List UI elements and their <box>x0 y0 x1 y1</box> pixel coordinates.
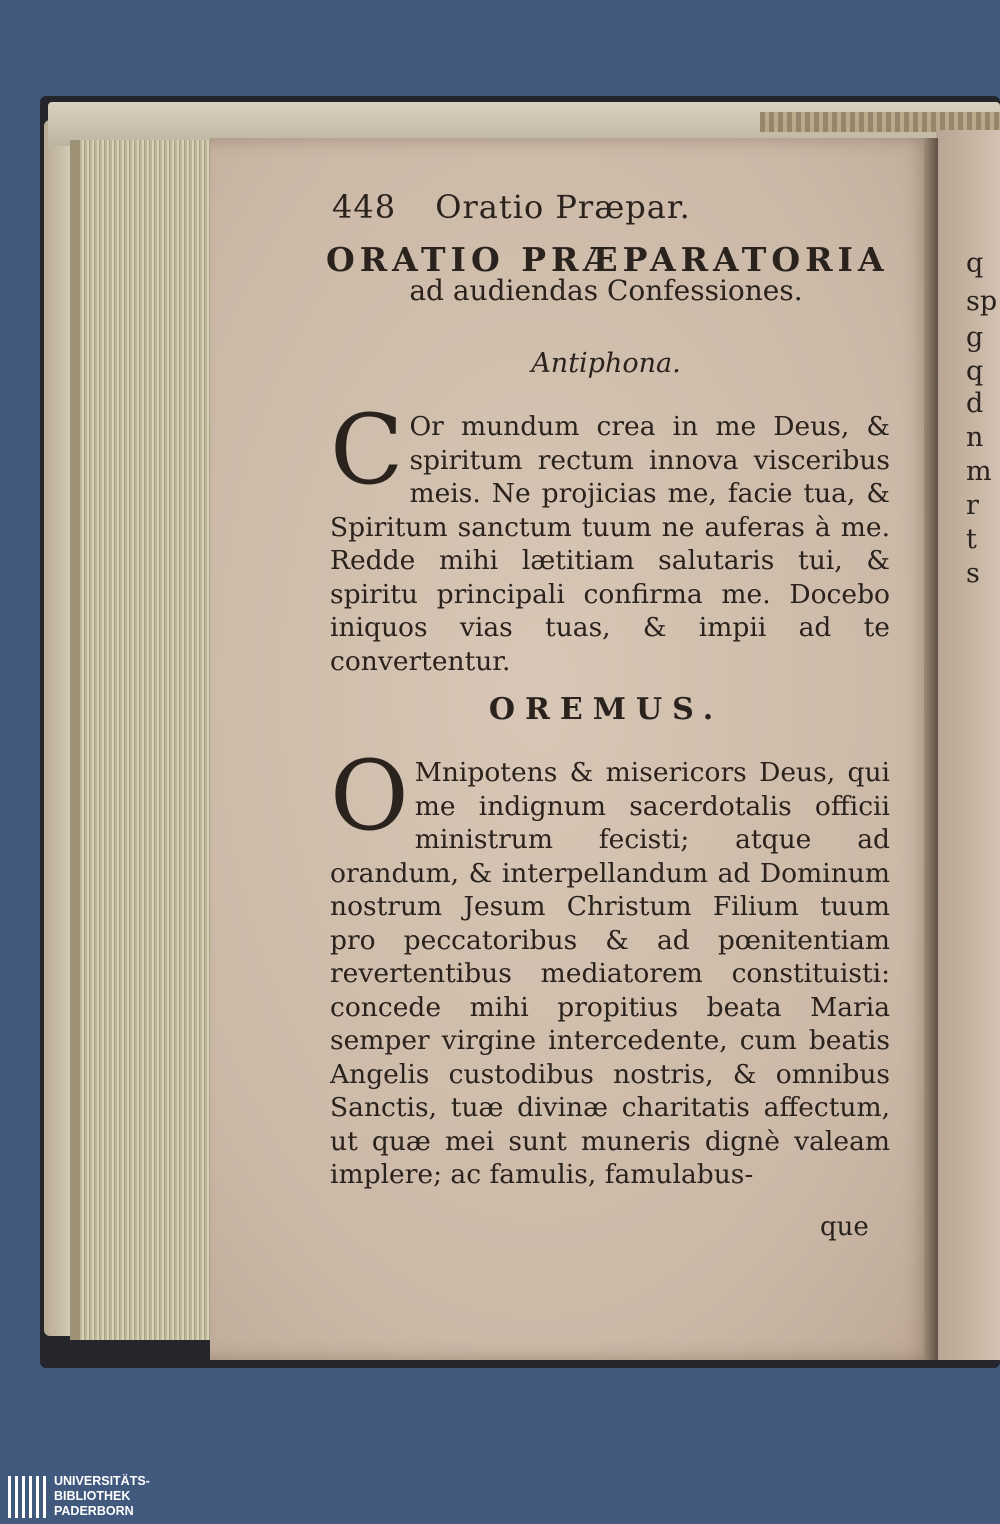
facing-fragment: t <box>966 524 977 555</box>
logo-line: PADERBORN <box>54 1504 134 1518</box>
prayer-dropcap: O <box>330 740 409 852</box>
prayer-paragraph <box>330 740 890 1192</box>
facing-fragment: s <box>966 558 980 589</box>
logo-line: BIBLIOTHEK <box>54 1489 131 1503</box>
prayer-subtitle: ad audiendas Confessiones. <box>409 274 803 307</box>
logo-line: UNIVERSITÄTS- <box>54 1474 150 1488</box>
facing-fragment: q <box>966 248 984 279</box>
footer-bar <box>0 1472 1000 1524</box>
running-head <box>332 188 772 226</box>
antiphon-paragraph <box>330 394 890 678</box>
antiphon-text: Or mundum crea in me Deus, & spiritum rectum innova visceribus meis. Ne projicias me, facie tua, & Spiritum sanctum tuum ne auferas à me. Redde mihi lætitiam salutaris tui, & spiritu principali confirma me. Docebo iniquos vias tuas, & impii ad te convertentur. <box>330 411 890 677</box>
facing-fragment: d <box>966 388 984 419</box>
antiphon-dropcap: C <box>330 394 404 506</box>
facing-fragment: g <box>966 322 984 353</box>
library-logo-text <box>54 1474 150 1519</box>
prayer-text: Mnipotens & misericors Deus, qui me indignum sacerdotalis officii ministrum fecisti; atque ad orandum, & interpellandum ad Dominum nostrum Jesum Christum Filium tuum pro peccatoribus & ad pœnitentiam revertentibus mediatorem constituisti: concede mihi propitius beata Maria semper virgine intercedente, cum beatis Angelis custodibus nostris, & omnibus Sanctis, tuæ divinæ charitatis affectum, ut quæ mei sunt muneris dignè valeam implere; ac famulis, famulabus- <box>330 757 890 1190</box>
facing-fragment: sp <box>966 286 998 317</box>
prayer-title: ORATIO PRÆPARATORIA <box>326 240 889 279</box>
facing-fragment: q <box>966 356 984 387</box>
page-number: 448 <box>332 188 397 226</box>
book-headband <box>760 112 1000 132</box>
page-gutter <box>924 138 938 1360</box>
facing-fragment: m <box>966 456 992 487</box>
library-logo-icon <box>8 1476 50 1518</box>
page-edges <box>70 140 220 1340</box>
facing-fragment: n <box>966 422 984 453</box>
facing-fragment: r <box>966 490 979 521</box>
catchword: que <box>820 1212 869 1242</box>
oremus-heading: OREMUS. <box>488 692 724 727</box>
antiphon-heading: Antiphona. <box>531 348 681 379</box>
running-head-title: Oratio Præpar. <box>435 188 691 226</box>
